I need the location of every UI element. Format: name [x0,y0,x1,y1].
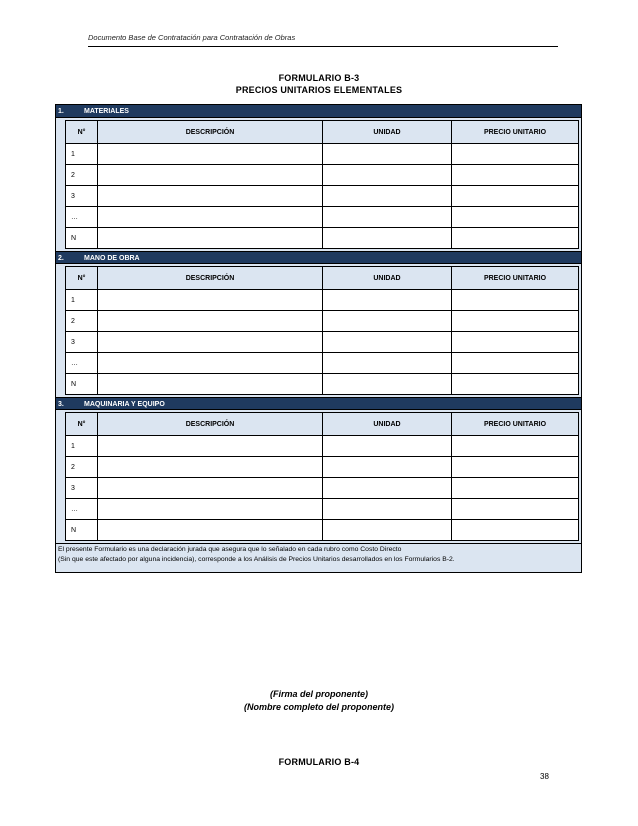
table-row [66,144,579,165]
note-line-2: (Sin que este afectado por alguna incidencia), corresponde a los Análisis de Precios Unitarios desarrollados en los Formularios B-2. [58,556,455,563]
document-header: Documento Base de Contratación para Contratación de Obras [88,33,296,42]
next-form-title: FORMULARIO B-4 [278,757,360,767]
table-row [66,353,579,374]
table-row [66,436,579,457]
col-header-num: N° [66,267,98,290]
unit-cell[interactable] [323,520,452,541]
unit-price-cell[interactable] [452,478,579,499]
description-cell[interactable] [98,290,323,311]
form-title [0,72,638,96]
unit-price-cell[interactable] [452,374,579,395]
section-number: 3. [58,401,64,408]
table-row [66,478,579,499]
row-number: … [66,499,98,520]
section-title: MAQUINARIA Y EQUIPO [84,401,165,408]
section-number: 1. [58,108,64,115]
row-number: 2 [66,165,98,186]
description-cell[interactable] [98,457,323,478]
col-header-unit-price: PRECIO UNITARIO [452,121,579,144]
row-number: 3 [66,186,98,207]
table-row [66,374,579,395]
table-header-row [66,121,579,144]
description-cell[interactable] [98,520,323,541]
bidder-name-line: (Nombre completo del proponente) [243,702,394,712]
page-number: 38 [540,772,549,781]
section-title: MANO DE OBRA [84,255,140,262]
col-header-unit: UNIDAD [323,121,452,144]
section-number: 2. [58,255,64,262]
maquinaria-y-equipo-table [65,412,579,541]
description-cell[interactable] [98,374,323,395]
col-header-unit: UNIDAD [323,413,452,436]
description-cell[interactable] [98,436,323,457]
col-header-description: DESCRIPCIÓN [98,121,323,144]
unit-price-cell[interactable] [452,311,579,332]
unit-price-cell[interactable] [452,436,579,457]
table-row [66,332,579,353]
section-body-maquinaria-y-equipo [56,410,581,543]
unit-price-cell[interactable] [452,186,579,207]
description-cell[interactable] [98,186,323,207]
section-header-maquinaria-y-equipo [56,397,581,410]
col-header-num: N° [66,121,98,144]
table-header-row [66,267,579,290]
table-row [66,311,579,332]
row-number: 2 [66,457,98,478]
row-number: 1 [66,144,98,165]
row-number: N [66,520,98,541]
row-number: 1 [66,436,98,457]
description-cell[interactable] [98,311,323,332]
col-header-unit: UNIDAD [323,267,452,290]
table-row [66,228,579,249]
table-row [66,165,579,186]
unit-price-cell[interactable] [452,499,579,520]
signature-block [0,688,638,714]
unit-cell[interactable] [323,499,452,520]
materiales-table [65,120,579,249]
col-header-unit-price: PRECIO UNITARIO [452,267,579,290]
unit-cell[interactable] [323,207,452,228]
prices-form-table [55,104,582,573]
mano-de-obra-table [65,266,579,395]
table-row [66,207,579,228]
unit-price-cell[interactable] [452,457,579,478]
description-cell[interactable] [98,332,323,353]
section-header-mano-de-obra [56,251,581,264]
section-header-materiales [56,105,581,118]
unit-price-cell[interactable] [452,520,579,541]
col-header-description: DESCRIPCIÓN [98,413,323,436]
unit-cell[interactable] [323,165,452,186]
row-number: … [66,353,98,374]
unit-price-cell[interactable] [452,228,579,249]
unit-cell[interactable] [323,311,452,332]
description-cell[interactable] [98,165,323,186]
table-header-row [66,413,579,436]
row-number: N [66,374,98,395]
unit-price-cell[interactable] [452,353,579,374]
signature-line: (Firma del proponente) [269,689,368,699]
note-line-1: El presente Formulario es una declaración jurada que asegura que lo señalado en cada rubro como Costo Directo [58,546,402,553]
description-cell[interactable] [98,478,323,499]
row-number: … [66,207,98,228]
unit-cell[interactable] [323,186,452,207]
description-cell[interactable] [98,353,323,374]
unit-price-cell[interactable] [452,207,579,228]
unit-cell[interactable] [323,144,452,165]
unit-cell[interactable] [323,436,452,457]
description-cell[interactable] [98,228,323,249]
unit-cell[interactable] [323,374,452,395]
row-number: N [66,228,98,249]
unit-price-cell[interactable] [452,144,579,165]
section-body-materiales [56,118,581,251]
unit-cell[interactable] [323,332,452,353]
table-row [66,499,579,520]
table-row [66,457,579,478]
unit-cell[interactable] [323,353,452,374]
form-subtitle: PRECIOS UNITARIOS ELEMENTALES [235,85,403,95]
row-number: 3 [66,478,98,499]
unit-price-cell[interactable] [452,332,579,353]
description-cell[interactable] [98,144,323,165]
table-row [66,186,579,207]
sworn-declaration-note [56,543,581,572]
col-header-unit-price: PRECIO UNITARIO [452,413,579,436]
col-header-num: N° [66,413,98,436]
header-divider [88,46,558,47]
row-number: 1 [66,290,98,311]
section-title: MATERIALES [84,108,129,115]
description-cell[interactable] [98,499,323,520]
col-header-description: DESCRIPCIÓN [98,267,323,290]
unit-price-cell[interactable] [452,290,579,311]
form-code: FORMULARIO B-3 [278,73,360,83]
unit-cell[interactable] [323,457,452,478]
row-number: 2 [66,311,98,332]
table-row [66,520,579,541]
unit-cell[interactable] [323,228,452,249]
table-row [66,290,579,311]
unit-cell[interactable] [323,290,452,311]
unit-cell[interactable] [323,478,452,499]
unit-price-cell[interactable] [452,165,579,186]
section-body-mano-de-obra [56,264,581,397]
row-number: 3 [66,332,98,353]
description-cell[interactable] [98,207,323,228]
